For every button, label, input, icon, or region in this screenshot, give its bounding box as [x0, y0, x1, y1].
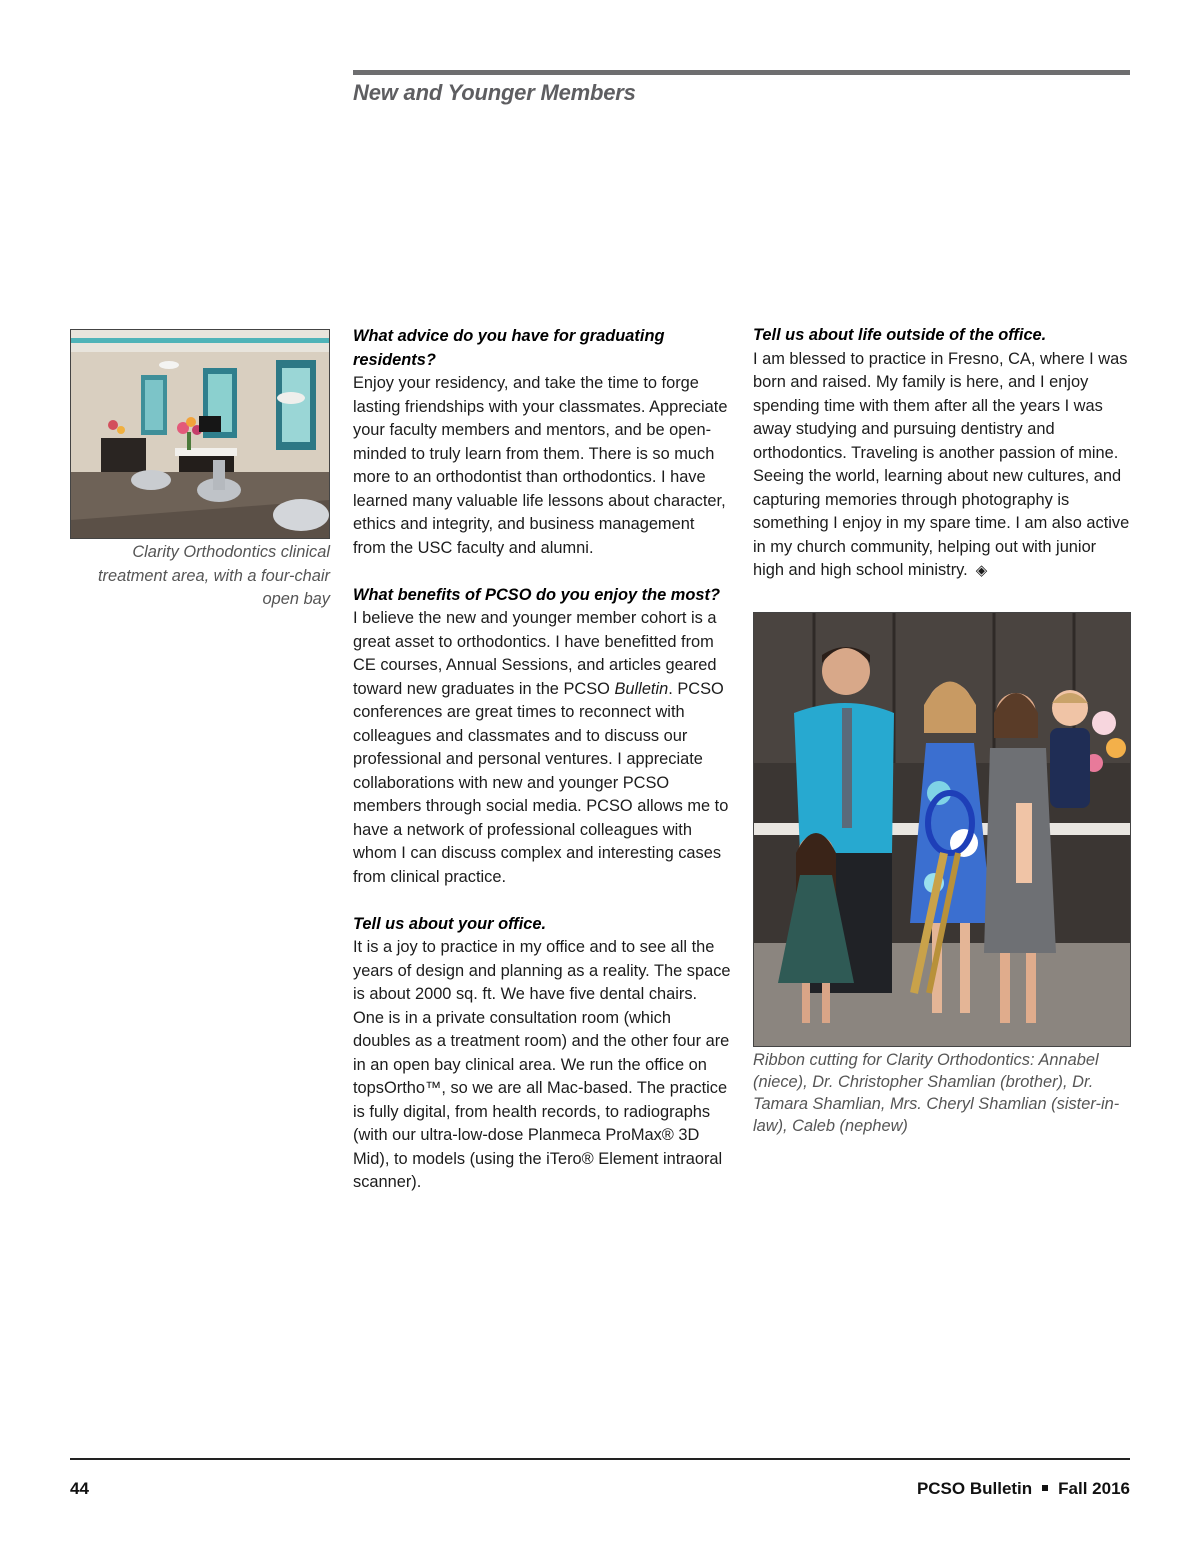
footer-publication [917, 1479, 1130, 1499]
right-column [753, 324, 1131, 583]
footer-separator-icon [1042, 1485, 1048, 1491]
publication-name: PCSO Bulletin [916, 1479, 1033, 1498]
answer-benefits-part1: I believe the new and younger member cohort is a great asset to orthodontics. I have benefitted from CE courses, Annual Sessions, and articles geared toward new graduates in the PCSO [353, 609, 717, 698]
question-life-outside: Tell us about life outside of the office. [753, 326, 1047, 344]
question-office: Tell us about your office. [353, 914, 547, 933]
answer-life-outside-text: I am blessed to practice in Fresno, CA, where I was born and raised. My family is here, and I enjoy spending time with them after all the years I was away studying and pursuing dentistry and orthodontics. Traveling is another passion of mine. Seeing the world, learning about new cultures, and capturing memories through photography is something I enjoy in my spare time. I am also active in my church community, helping out with junior high and high school ministry. [753, 349, 1130, 579]
answer-life-outside [753, 348, 1131, 583]
clinic-photo [70, 329, 330, 539]
issue-date: Fall 2016 [1058, 1479, 1130, 1498]
question-advice: What advice do you have for graduating residents? [353, 327, 665, 369]
answer-advice: Enjoy your residency, and take the time to forge lasting friendships with your classmates. Appreciate your faculty members and mentors, and be open-minded to truly learn from them. There is so much more to an orthodontist than orthodontics. I have learned many valuable life lessons about character, ethics and integrity, and business management from the USC faculty and alumni. [353, 374, 728, 557]
answer-office: It is a joy to practice in my office and to see all the years of design and planning as a reality. The space is about 2000 sq. ft. We have five dental chairs. One is in a private consultation room (which doubles as a treatment room) and the other four are in an open bay clinical area. We run the office on topsOrtho™, so we are all Mac-based. The practice is fully digital, from health records, to radiographs (with our ultra-low-dose Planmeca ProMax® 3D Mid), to models (using the iTero® Element intraoral scanner). [353, 938, 731, 1191]
clinic-photo-caption: Clarity Orthodontics clinical treatment area, with a four-chair open bay [97, 543, 330, 608]
page-number: 44 [70, 1479, 89, 1498]
middle-column [353, 325, 731, 1195]
footer-rule [70, 1458, 1130, 1460]
answer-benefits [353, 607, 731, 889]
ribbon-cutting-photo [753, 612, 1131, 1047]
answer-benefits-part2: . PCSO conferences are great times to reconnect with colleagues and classmates and to discuss our professional and personal ventures. I appreciate collaborations with new and younger PCSO members through social media. PCSO allows me to have a network of professional colleagues with whom I can discuss complex and interesting cases from clinical practice. [353, 679, 729, 886]
question-benefits: What benefits of PCSO do you enjoy the most? [353, 585, 720, 604]
header-rule [353, 70, 1130, 75]
section-title: New and Younger Members [353, 80, 636, 105]
bulletin-title: Bulletin [614, 679, 669, 698]
end-of-article-icon: ◈ [975, 562, 988, 579]
ribbon-cutting-caption: Ribbon cutting for Clarity Orthodontics: Annabel (niece), Dr. Christopher Shamlian (brother), Dr. Tamara Shamlian, Mrs. Cheryl Shamlian (sister-in-law), Caleb (nephew) [753, 1051, 1120, 1135]
